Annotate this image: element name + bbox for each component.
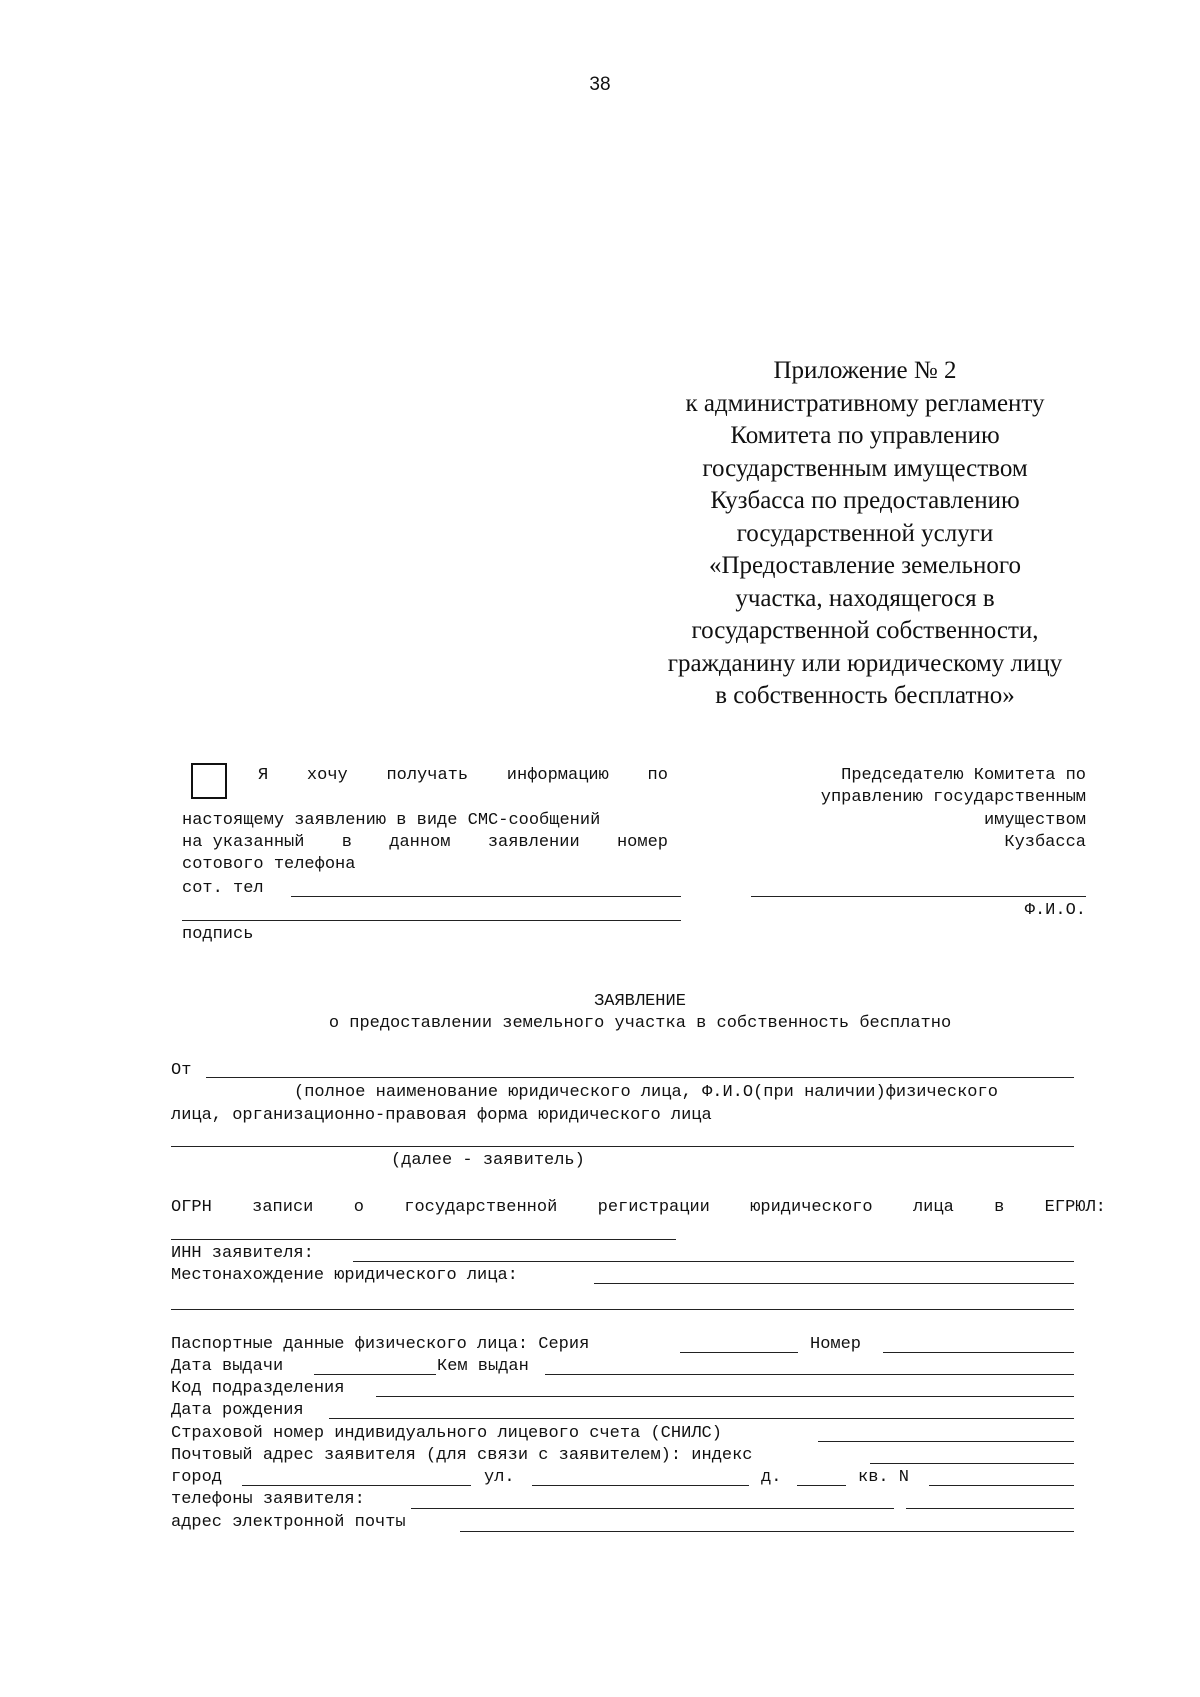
passport-label: Паспортные данные физического лица: Серия bbox=[171, 1335, 590, 1354]
from-field[interactable] bbox=[206, 1077, 1074, 1078]
word: на указанный bbox=[182, 833, 305, 852]
division-code-label: Код подразделения bbox=[171, 1379, 345, 1398]
phone-field-1[interactable] bbox=[411, 1508, 894, 1509]
snils-field[interactable] bbox=[818, 1441, 1074, 1442]
ogrn-field[interactable] bbox=[171, 1239, 676, 1240]
appendix-line: Приложение № 2 bbox=[773, 357, 957, 384]
addressee-fio-field[interactable] bbox=[751, 896, 1086, 897]
word: в bbox=[341, 833, 352, 852]
from-label: От bbox=[171, 1061, 192, 1080]
street-label: ул. bbox=[484, 1468, 515, 1487]
location-field-continued[interactable] bbox=[171, 1309, 1074, 1310]
birth-date-field[interactable] bbox=[329, 1418, 1074, 1419]
word: по bbox=[647, 766, 668, 785]
issue-date-field[interactable] bbox=[314, 1374, 436, 1375]
word: информацию bbox=[506, 766, 609, 785]
appendix-line: государственным имуществом bbox=[702, 454, 1028, 482]
location-field[interactable] bbox=[594, 1283, 1074, 1284]
appendix-line: гражданину или юридическому лицу bbox=[667, 649, 1063, 677]
birth-date-label: Дата рождения bbox=[171, 1401, 304, 1420]
signature-field[interactable] bbox=[182, 920, 681, 921]
apartment-label: кв. N bbox=[858, 1468, 910, 1487]
email-label: адрес электронной почты bbox=[171, 1513, 406, 1532]
sms-consent-line-2: настоящему заявлению в виде СМС-сообщений bbox=[182, 811, 601, 830]
sms-consent-line-1 bbox=[258, 765, 668, 786]
word: данном bbox=[389, 833, 451, 852]
word: хочу bbox=[306, 766, 348, 785]
passport-series-field[interactable] bbox=[680, 1352, 798, 1353]
word: в bbox=[994, 1198, 1005, 1217]
appendix-header bbox=[640, 355, 1090, 713]
house-label: д. bbox=[761, 1468, 782, 1487]
word: о bbox=[353, 1198, 364, 1217]
word: ЕГРЮЛ: bbox=[1044, 1198, 1106, 1217]
word: юридического bbox=[750, 1198, 873, 1217]
sms-consent-line-3 bbox=[182, 832, 668, 853]
ogrn-label bbox=[171, 1197, 1106, 1218]
word: регистрации bbox=[597, 1198, 710, 1217]
appendix-line: государственной собственности, bbox=[691, 617, 1039, 644]
passport-number-label: Номер bbox=[810, 1335, 862, 1354]
word: получать bbox=[386, 766, 469, 785]
appendix-line: государственной услуги bbox=[736, 519, 994, 547]
appendix-line: участка, находящегося в bbox=[735, 584, 995, 612]
word: номер bbox=[616, 833, 668, 852]
appendix-line: Кузбасса по предоставлению bbox=[710, 487, 1020, 514]
word: заявлении bbox=[487, 833, 580, 852]
issue-date-label: Дата выдачи bbox=[171, 1357, 284, 1376]
application-subtitle: о предоставлении земельного участка в собственность бесплатно bbox=[328, 1014, 952, 1033]
phones-label: телефоны заявителя: bbox=[171, 1490, 365, 1509]
from-hint-line-1: (полное наименование юридического лица, Ф.И.О(при наличии)физического bbox=[294, 1083, 998, 1102]
application-title: ЗАЯВЛЕНИЕ bbox=[594, 992, 686, 1011]
addressee-line-1: Председателю Комитета по bbox=[841, 766, 1086, 785]
addressee-line-3: имуществом bbox=[983, 811, 1086, 830]
division-code-field[interactable] bbox=[376, 1396, 1074, 1397]
sms-consent-line-4: сотового телефона bbox=[182, 855, 356, 874]
applicant-hint: (далее - заявитель) bbox=[391, 1151, 585, 1170]
word: лица bbox=[912, 1198, 954, 1217]
phone-field-2[interactable] bbox=[906, 1508, 1074, 1509]
from-field-continued[interactable] bbox=[171, 1146, 1074, 1147]
page-number: 38 bbox=[589, 74, 611, 95]
appendix-line: к административному регламенту bbox=[685, 389, 1045, 417]
word: Я bbox=[258, 766, 269, 785]
word: записи bbox=[252, 1198, 314, 1217]
city-label: город bbox=[171, 1468, 223, 1487]
phone-field[interactable] bbox=[291, 896, 681, 897]
inn-label: ИНН заявителя: bbox=[171, 1244, 314, 1263]
postal-index-field[interactable] bbox=[870, 1463, 1074, 1464]
phone-label: сот. тел bbox=[182, 879, 264, 898]
email-field[interactable] bbox=[460, 1531, 1074, 1532]
location-label: Местонахождение юридического лица: bbox=[171, 1266, 518, 1285]
postal-address-label: Почтовый адрес заявителя (для связи с заявителем): индекс bbox=[171, 1446, 753, 1465]
appendix-line: «Предоставление земельного bbox=[708, 552, 1021, 579]
inn-field[interactable] bbox=[353, 1261, 1074, 1262]
issued-by-field[interactable] bbox=[545, 1374, 1074, 1375]
addressee-line-2: управлению государственным bbox=[820, 788, 1086, 807]
sms-consent-checkbox[interactable] bbox=[191, 763, 227, 799]
appendix-line: Комитета по управлению bbox=[730, 422, 1000, 449]
apartment-field[interactable] bbox=[929, 1485, 1074, 1486]
word: государственной bbox=[404, 1198, 558, 1217]
from-hint-line-2: лица, организационно-правовая форма юридического лица bbox=[171, 1106, 712, 1125]
addressee-line-4: Кузбасса bbox=[1004, 833, 1086, 852]
word: ОГРН bbox=[171, 1198, 212, 1217]
snils-label: Страховой номер индивидуального лицевого счета (СНИЛС) bbox=[171, 1424, 722, 1443]
passport-number-field[interactable] bbox=[883, 1352, 1074, 1353]
issued-by-label: Кем выдан bbox=[437, 1357, 529, 1376]
appendix-line: в собственность бесплатно» bbox=[715, 682, 1015, 709]
addressee-fio-label: Ф.И.О. bbox=[1024, 901, 1086, 920]
street-field[interactable] bbox=[532, 1485, 749, 1486]
signature-label: подпись bbox=[182, 925, 254, 944]
city-field[interactable] bbox=[242, 1485, 471, 1486]
house-field[interactable] bbox=[797, 1485, 846, 1486]
